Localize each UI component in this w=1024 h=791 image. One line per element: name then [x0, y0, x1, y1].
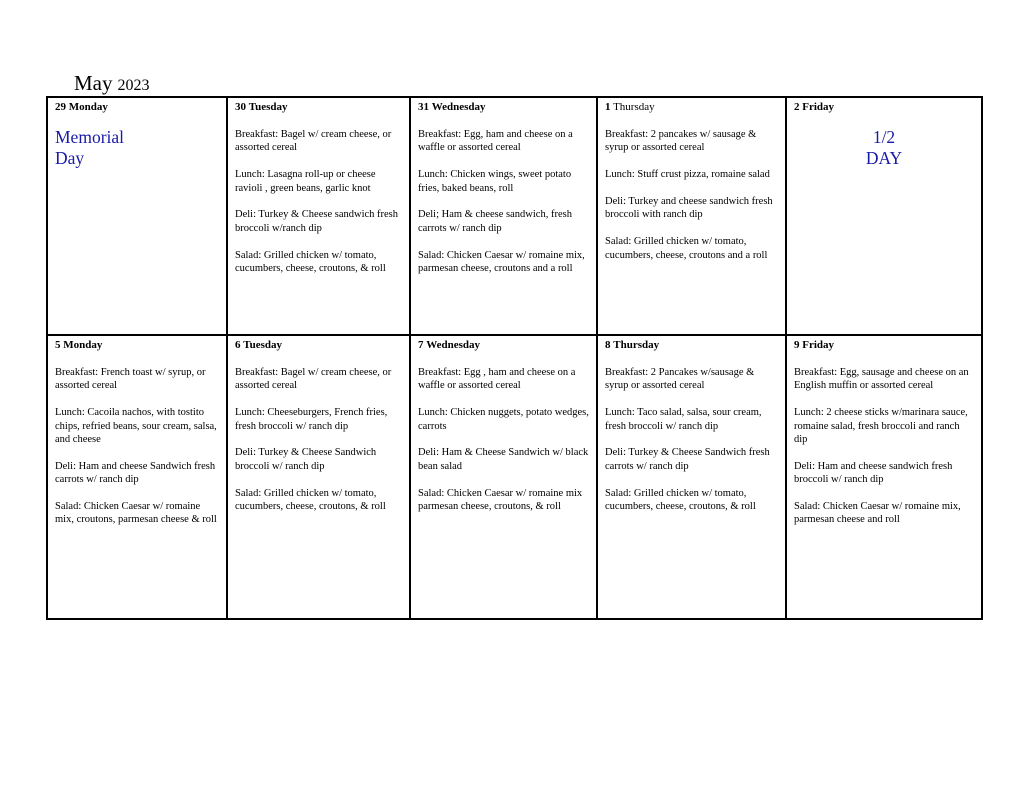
day-header — [235, 339, 402, 352]
deli-item: Deli: Ham and cheese sandwich fresh broccoli w/ ranch dip — [794, 460, 953, 486]
day-weekday: Wednesday — [431, 101, 486, 113]
day-number: 31 — [418, 101, 429, 113]
month-label: May — [74, 71, 113, 95]
holiday-label — [55, 127, 219, 169]
day-weekday: Wednesday — [426, 339, 481, 351]
breakfast-item: Breakfast: 2 Pancakes w/sausage & syrup or assorted cereal — [605, 367, 755, 392]
day-number: 8 — [605, 339, 611, 351]
day-weekday: Tuesday — [243, 339, 282, 351]
day-number: 6 — [235, 339, 241, 351]
day-number: 2 — [794, 101, 800, 113]
lunch-item: Lunch: Cacoila nachos, with tostito chips, refried beans, sour cream, salsa, and cheese — [55, 407, 217, 446]
salad-item: Salad: Grilled chicken w/ tomato, cucumbers, cheese, croutons, & roll — [235, 249, 386, 275]
day-cell-jun-1 — [598, 98, 787, 336]
holiday-line: 1/2 — [872, 127, 896, 147]
salad-item: Salad: Chicken Caesar w/ romaine mix, parmesan cheese, croutons and a roll — [418, 249, 585, 275]
day-weekday: Thursday — [613, 339, 660, 351]
holiday-line: Memorial — [55, 127, 125, 147]
lunch-item: Lunch: Cheeseburgers, French fries, fresh broccoli w/ ranch dip — [235, 407, 388, 432]
day-number: 29 — [55, 101, 66, 113]
breakfast-item: Breakfast: Egg , ham and cheese on a waffle or assorted cereal — [418, 367, 576, 392]
lunch-item: Lunch: Stuff crust pizza, romaine salad — [605, 169, 770, 181]
year-label: 2023 — [117, 77, 150, 94]
salad-item: Salad: Grilled chicken w/ tomato, cucumbers, cheese, croutons, & roll — [235, 487, 386, 513]
breakfast-item: Breakfast: 2 pancakes w/ sausage & syrup or assorted cereal — [605, 129, 757, 154]
breakfast-item: Breakfast: Bagel w/ cream cheese, or assorted cereal — [235, 129, 392, 154]
lunch-item: Lunch: 2 cheese sticks w/marinara sauce, romaine salad, fresh broccoli and ranch dip — [794, 407, 968, 446]
salad-item: Salad: Chicken Caesar w/ romaine mix parmesan cheese, croutons, & roll — [418, 487, 583, 513]
day-header — [605, 339, 778, 352]
day-header — [418, 339, 589, 352]
day-cell-jun-5 — [48, 336, 228, 618]
day-cell-jun-2 — [787, 98, 981, 336]
day-header — [418, 101, 589, 114]
day-weekday: Monday — [68, 101, 108, 113]
deli-item: Deli: Ham and cheese Sandwich fresh carrots w/ ranch dip — [55, 460, 216, 486]
day-weekday: Thursday — [613, 101, 655, 113]
holiday-label — [794, 127, 974, 169]
breakfast-item: Breakfast: Bagel w/ cream cheese, or assorted cereal — [235, 367, 392, 392]
day-weekday: Tuesday — [248, 101, 288, 113]
day-header — [794, 339, 974, 352]
holiday-line: Day — [55, 148, 85, 168]
salad-item: Salad: Grilled chicken w/ tomato, cucumbers, cheese, croutons, & roll — [605, 487, 756, 513]
salad-item: Salad: Chicken Caesar w/ romaine mix, croutons, parmesan cheese & roll — [55, 501, 217, 526]
deli-item: Deli: Turkey & Cheese sandwich fresh broccoli w/ranch dip — [235, 209, 399, 234]
deli-item: Deli: Turkey and cheese sandwich fresh broccoli with ranch dip — [605, 196, 773, 221]
day-cell-jun-7 — [411, 336, 598, 618]
day-cell-jun-6 — [228, 336, 411, 618]
deli-item: Deli: Turkey & Cheese Sandwich broccoli w/ ranch dip — [235, 447, 377, 472]
day-weekday: Monday — [63, 339, 103, 351]
day-cell-jun-9 — [787, 336, 981, 618]
day-header — [605, 101, 778, 114]
lunch-item: Lunch: Chicken nuggets, potato wedges, carrots — [418, 407, 589, 432]
day-header — [794, 101, 974, 114]
day-header — [55, 101, 219, 114]
day-number: 1 — [605, 101, 611, 113]
day-number: 7 — [418, 339, 424, 351]
day-number: 5 — [55, 339, 61, 351]
day-weekday: Friday — [802, 101, 835, 113]
day-cell-may-31 — [411, 98, 598, 336]
holiday-line: DAY — [865, 148, 903, 168]
day-cell-jun-8 — [598, 336, 787, 618]
menu-calendar-grid — [46, 96, 983, 620]
lunch-item: Lunch: Taco salad, salsa, sour cream, fresh broccoli w/ ranch dip — [605, 407, 762, 432]
deli-item: Deli: Ham & Cheese Sandwich w/ black bean salad — [418, 447, 589, 472]
day-cell-may-30 — [228, 98, 411, 336]
day-number: 9 — [794, 339, 800, 351]
day-header — [55, 339, 219, 352]
deli-item: Deli: Turkey & Cheese Sandwich fresh carrots w/ ranch dip — [605, 447, 770, 472]
lunch-item: Lunch: Lasagna roll-up or cheese ravioli , green beans, garlic knot — [235, 169, 376, 194]
day-header — [235, 101, 402, 114]
lunch-item: Lunch: Chicken wings, sweet potato fries, baked beans, roll — [418, 169, 572, 194]
day-number: 30 — [235, 101, 246, 113]
breakfast-item: Breakfast: Egg, ham and cheese on a waffle or assorted cereal — [418, 129, 573, 154]
deli-item: Deli; Ham & cheese sandwich, fresh carrots w/ ranch dip — [418, 209, 572, 234]
salad-item: Salad: Grilled chicken w/ tomato, cucumbers, cheese, croutons and a roll — [605, 236, 768, 261]
calendar-title — [74, 73, 150, 94]
breakfast-item: Breakfast: French toast w/ syrup, or assorted cereal — [55, 367, 206, 392]
salad-item: Salad: Chicken Caesar w/ romaine mix, parmesan cheese and roll — [794, 501, 961, 526]
day-cell-may-29 — [48, 98, 228, 336]
day-weekday: Friday — [802, 339, 835, 351]
breakfast-item: Breakfast: Egg, sausage and cheese on an English muffin or assorted cereal — [794, 367, 969, 392]
